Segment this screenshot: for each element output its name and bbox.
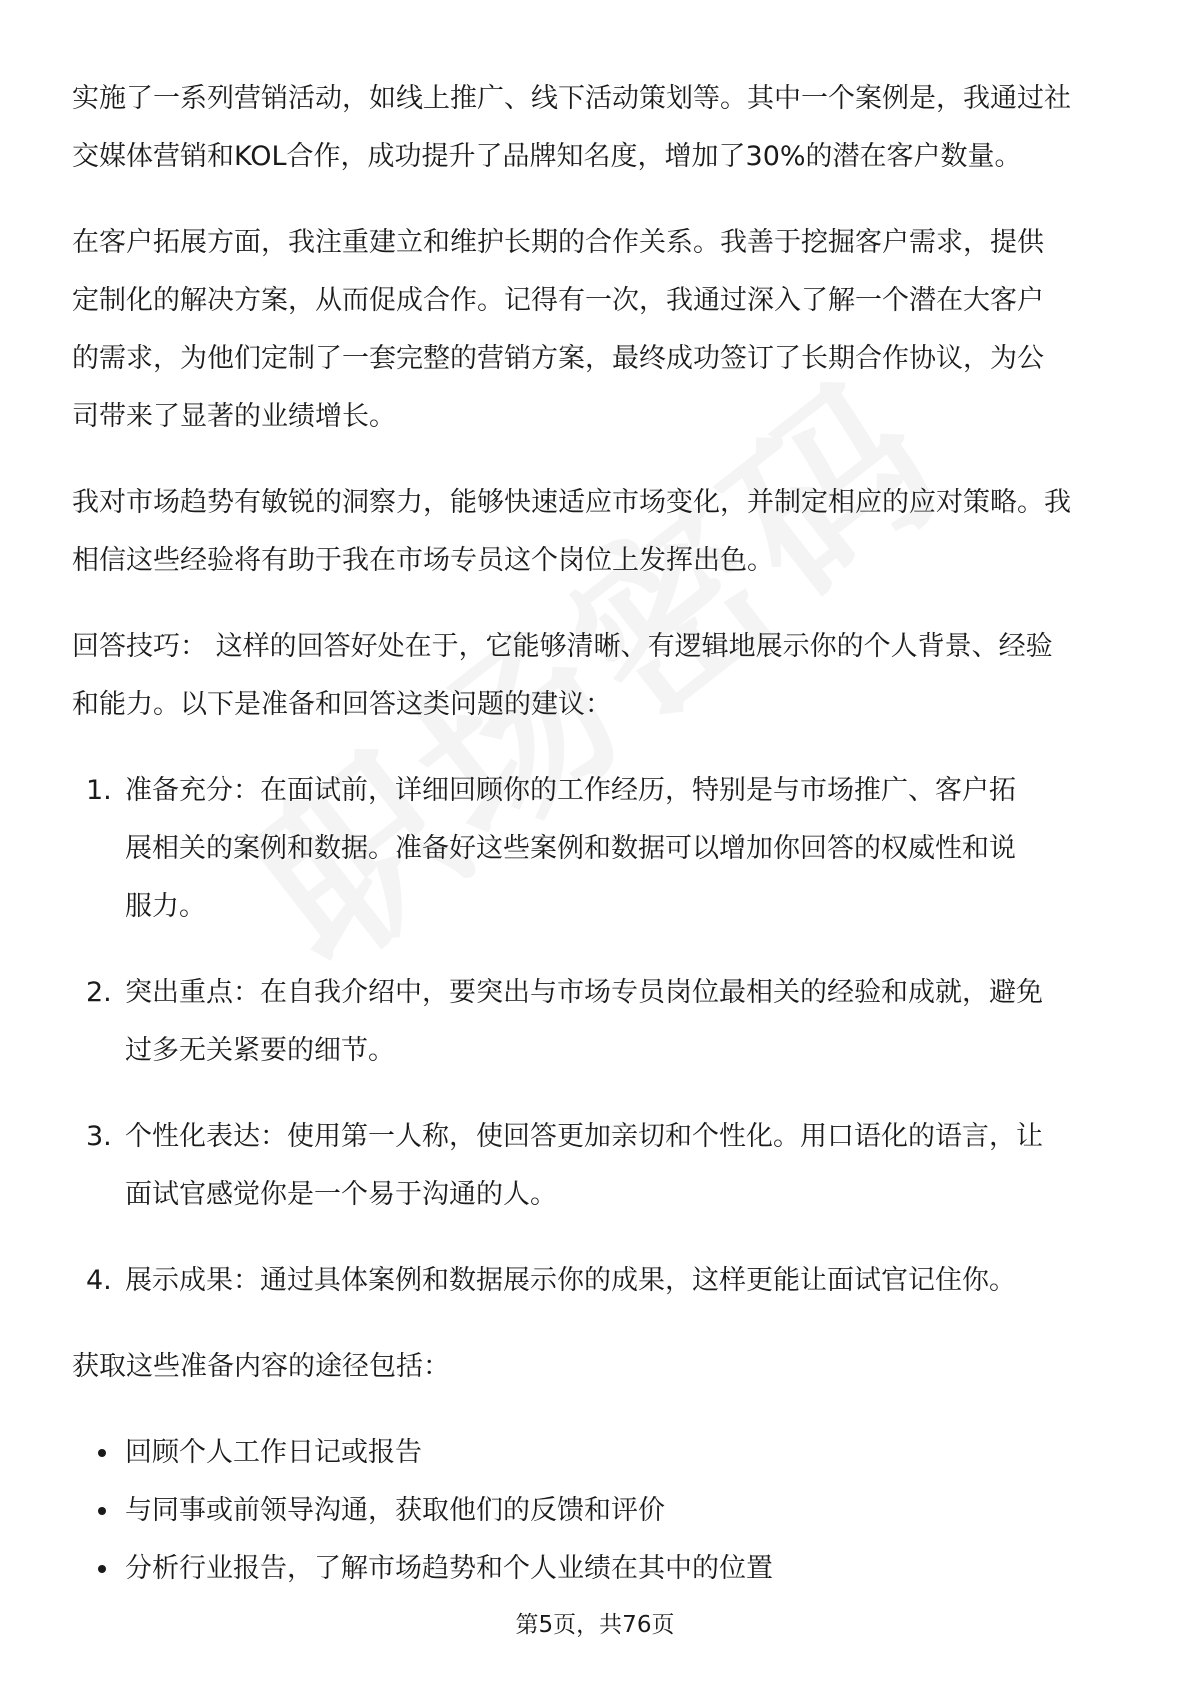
bullet-icon: [98, 1565, 106, 1573]
page-number-footer: 第5页，共76页: [515, 1612, 675, 1638]
list-number: 4.: [86, 1265, 112, 1296]
paths-heading: 获取这些准备内容的途径包括：: [72, 1351, 450, 1382]
list-item: [72, 762, 1025, 936]
list-item-text: 准备充分：在面试前，详细回顾你的工作经历，特别是与市场推广、客户拓展相关的案例和数据。准备好这些案例和数据可以增加你回答的权威性和说服力。: [125, 775, 1016, 922]
list-item-text: 与同事或前领导沟通，获取他们的反馈和评价: [125, 1495, 665, 1526]
list-item-text: 突出重点：在自我介绍中，要突出与市场专员岗位最相关的经验和成就，避免过多无关紧要的细节。: [125, 977, 1043, 1066]
list-item: [72, 1482, 1122, 1540]
list-item: [72, 964, 1045, 1080]
list-item: [72, 1424, 1122, 1482]
bullet-icon: [98, 1449, 106, 1457]
list-item-text: 分析行业报告，了解市场趋势和个人业绩在其中的位置: [125, 1553, 773, 1584]
list-number: 2.: [86, 977, 112, 1008]
list-number: 1.: [86, 775, 112, 806]
paragraph-client-expansion: 在客户拓展方面，我注重建立和维护长期的合作关系。我善于挖掘客户需求，提供定制化的解决方案，从而促成合作。记得有一次，我通过深入了解一个潜在大客户的需求，为他们定制了一套完整的营销方案，最终成功签订了长期合作协议，为公司带来了显著的业绩增长。: [72, 227, 1044, 432]
list-number: 3.: [86, 1121, 112, 1152]
list-item: [72, 1540, 1122, 1598]
list-item: [72, 1108, 1045, 1224]
list-item: [72, 1252, 1085, 1310]
paragraph-answer-tips: 回答技巧： 这样的回答好处在于，它能够清晰、有逻辑地展示你的个人背景、经验和能力。以下是准备和回答这类问题的建议：: [72, 631, 1053, 720]
paragraph-marketing-case: 实施了一系列营销活动，如线上推广、线下活动策划等。其中一个案例是，我通过社交媒体营销和KOL合作，成功提升了品牌知名度，增加了30%的潜在客户数量。: [72, 83, 1071, 172]
paths-list: [72, 1424, 1122, 1598]
list-item-text: 个性化表达：使用第一人称，使回答更加亲切和个性化。用口语化的语言，让面试官感觉你是一个易于沟通的人。: [125, 1121, 1043, 1210]
document-body: [72, 70, 1122, 1598]
list-item-text: 展示成果：通过具体案例和数据展示你的成果，这样更能让面试官记住你。: [125, 1265, 1016, 1296]
suggestion-list: [72, 762, 1122, 1310]
list-item-text: 回顾个人工作日记或报告: [125, 1437, 422, 1468]
bullet-icon: [98, 1507, 106, 1515]
paragraph-market-insight: 我对市场趋势有敏锐的洞察力，能够快速适应市场变化，并制定相应的应对策略。我相信这些经验将有助于我在市场专员这个岗位上发挥出色。: [72, 487, 1071, 576]
